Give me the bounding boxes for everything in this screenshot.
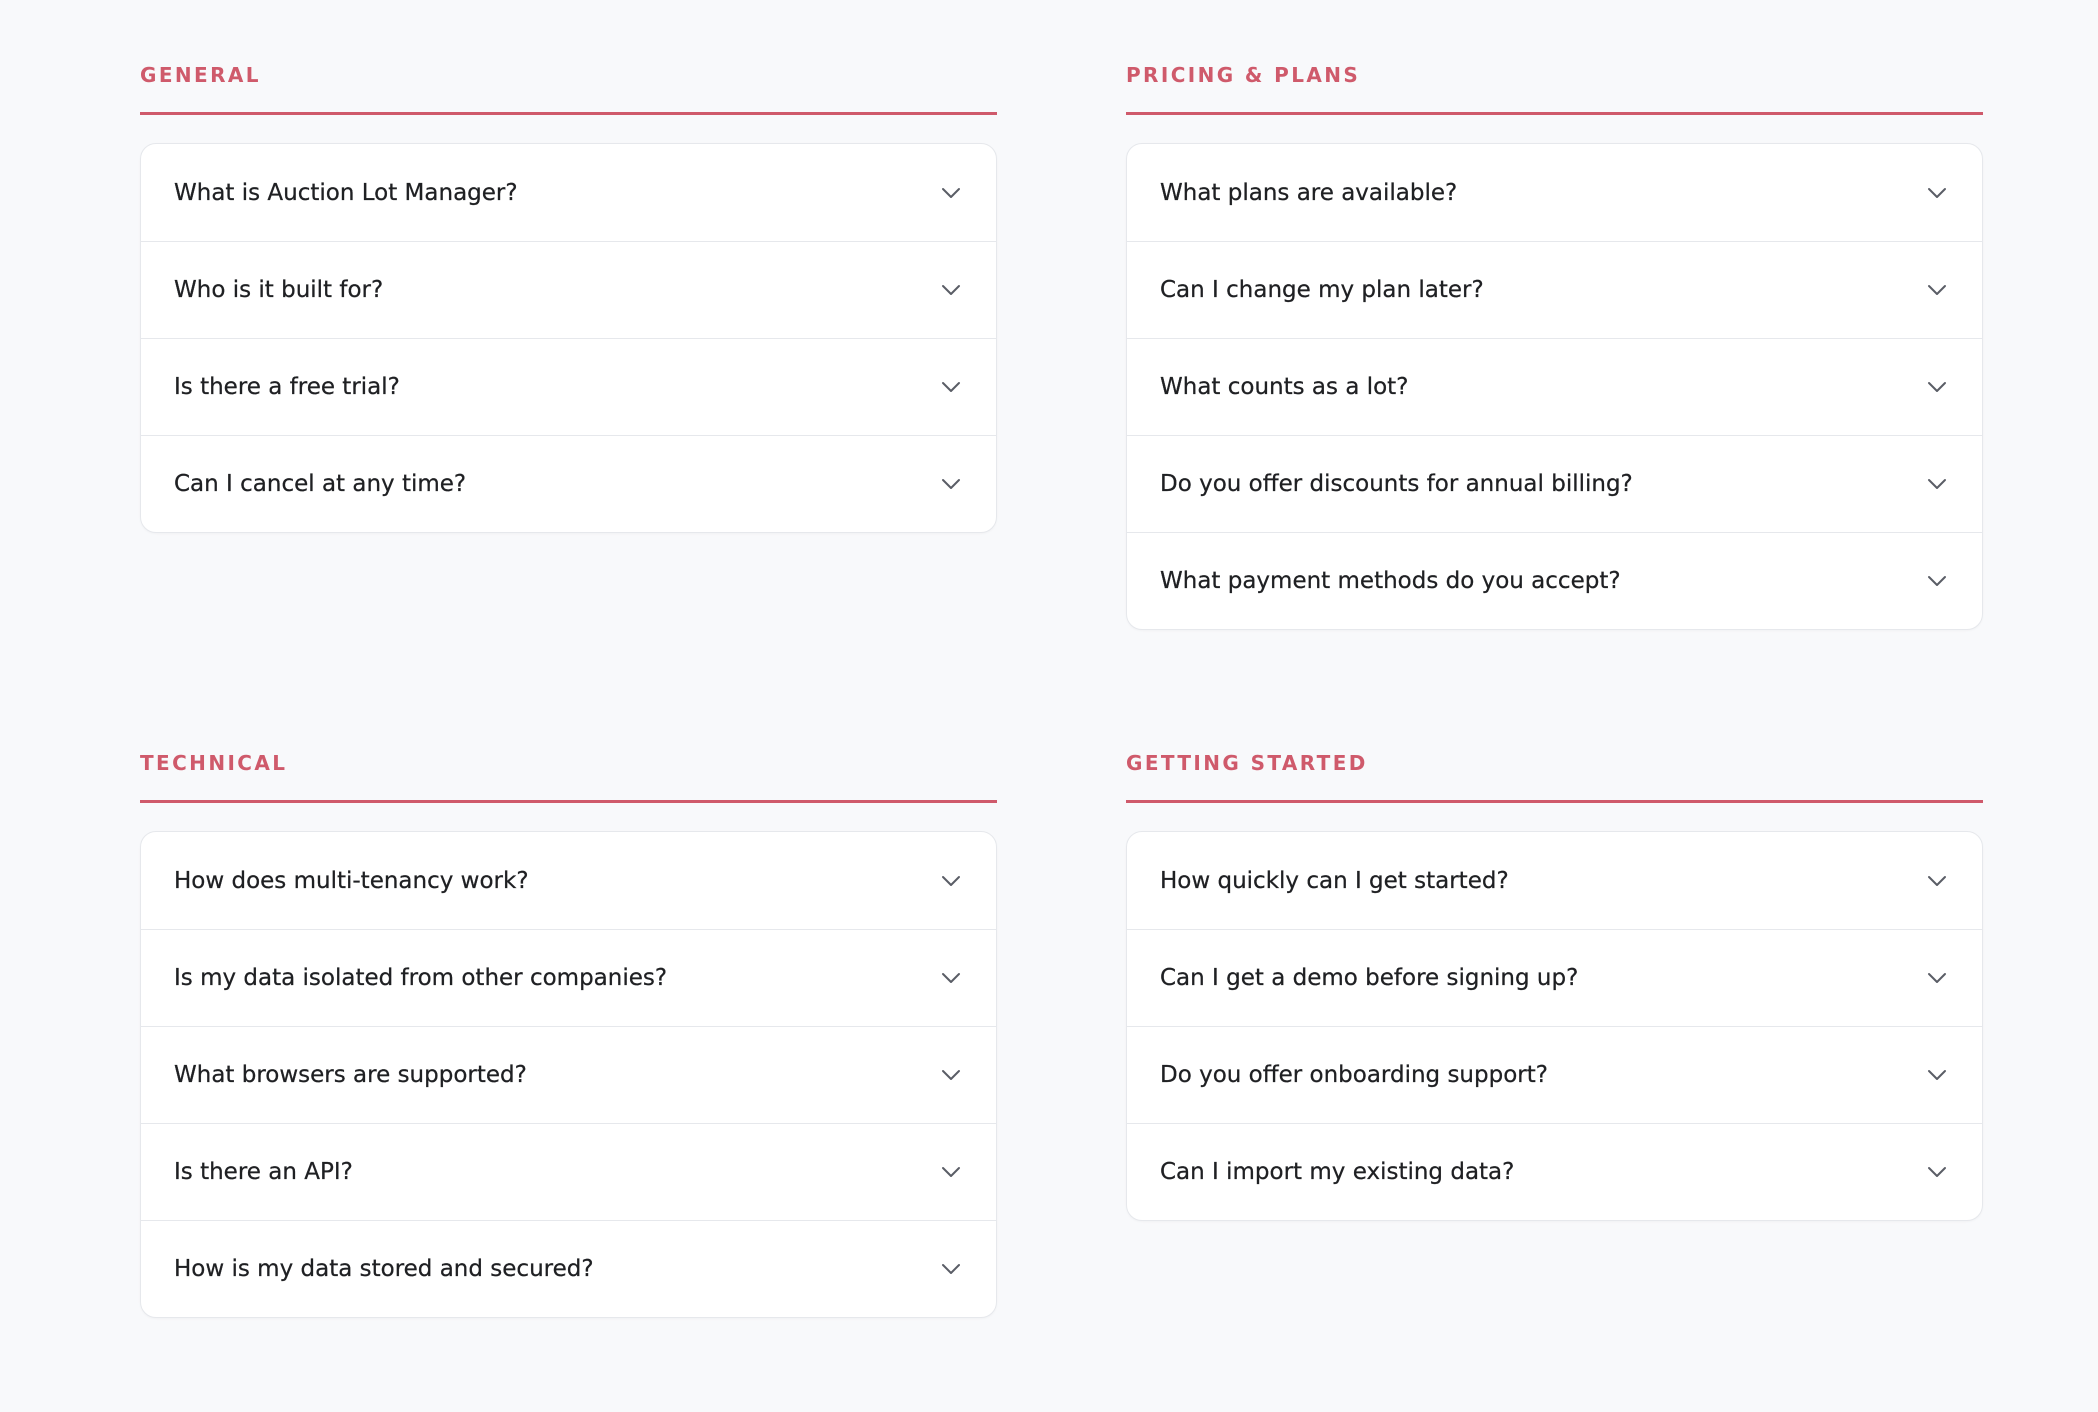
- faq-list: [1126, 143, 1983, 630]
- faq-question: What payment methods do you accept?: [1160, 568, 1621, 594]
- section-header: [1126, 55, 1983, 115]
- chevron-down-icon[interactable]: [940, 870, 962, 892]
- faq-item-data-isolated[interactable]: [141, 929, 996, 1026]
- faq-question: Do you offer onboarding support?: [1160, 1062, 1548, 1088]
- faq-section-pricing-plans: [1126, 55, 1983, 630]
- chevron-down-icon[interactable]: [1926, 967, 1948, 989]
- faq-question: How quickly can I get started?: [1160, 867, 1509, 894]
- faq-question: What browsers are supported?: [174, 1062, 527, 1088]
- faq-list: [140, 143, 997, 533]
- chevron-down-icon[interactable]: [940, 1064, 962, 1086]
- faq-question: Is there a free trial?: [174, 374, 400, 400]
- faq-question: Can I change my plan later?: [1160, 277, 1484, 303]
- chevron-down-icon[interactable]: [1926, 182, 1948, 204]
- faq-item-who-is-it-built-for[interactable]: [141, 241, 996, 338]
- faq-question: Is my data isolated from other companies?: [174, 965, 668, 991]
- section-header: [140, 55, 997, 115]
- faq-question: How does multi-tenancy work?: [174, 867, 529, 894]
- chevron-down-icon[interactable]: [1926, 870, 1948, 892]
- section-header: [140, 743, 997, 803]
- chevron-down-icon[interactable]: [940, 967, 962, 989]
- faq-item-browsers-supported[interactable]: [141, 1026, 996, 1123]
- section-header: [1126, 743, 1983, 803]
- faq-item-api[interactable]: [141, 1123, 996, 1220]
- faq-section-getting-started: [1126, 743, 1983, 1221]
- faq-item-data-stored-secured[interactable]: [141, 1220, 996, 1317]
- faq-item-payment-methods[interactable]: [1127, 532, 1982, 629]
- faq-list: [140, 831, 997, 1318]
- chevron-down-icon[interactable]: [1926, 1161, 1948, 1183]
- faq-section-technical: [140, 743, 997, 1318]
- faq-item-annual-billing-discounts[interactable]: [1127, 435, 1982, 532]
- faq-question: How is my data stored and secured?: [174, 1256, 594, 1282]
- faq-question: Can I get a demo before signing up?: [1160, 965, 1579, 991]
- faq-item-onboarding-support[interactable]: [1127, 1026, 1982, 1123]
- chevron-down-icon[interactable]: [940, 473, 962, 495]
- faq-item-demo-before-signup[interactable]: [1127, 929, 1982, 1026]
- section-title: PRICING & PLANS: [1126, 63, 1361, 87]
- faq-item-cancel-any-time[interactable]: [141, 435, 996, 532]
- faq-question: Can I cancel at any time?: [174, 471, 467, 497]
- section-title: GENERAL: [140, 63, 261, 87]
- chevron-down-icon[interactable]: [940, 1258, 962, 1280]
- faq-section-general: [140, 55, 997, 533]
- faq-question: What is Auction Lot Manager?: [174, 179, 518, 206]
- faq-question: Do you offer discounts for annual billing?: [1160, 471, 1633, 497]
- faq-question: Is there an API?: [174, 1159, 353, 1185]
- chevron-down-icon[interactable]: [940, 279, 962, 301]
- section-title: TECHNICAL: [140, 751, 288, 775]
- section-title: GETTING STARTED: [1126, 751, 1368, 775]
- chevron-down-icon[interactable]: [1926, 279, 1948, 301]
- chevron-down-icon[interactable]: [1926, 1064, 1948, 1086]
- faq-item-import-existing-data[interactable]: [1127, 1123, 1982, 1220]
- faq-item-free-trial[interactable]: [141, 338, 996, 435]
- faq-item-multi-tenancy[interactable]: [141, 832, 996, 929]
- faq-item-get-started-quickly[interactable]: [1127, 832, 1982, 929]
- chevron-down-icon[interactable]: [940, 376, 962, 398]
- chevron-down-icon[interactable]: [1926, 473, 1948, 495]
- faq-item-what-is-auction-lot-manager[interactable]: [141, 144, 996, 241]
- faq-question: Who is it built for?: [174, 277, 384, 303]
- faq-item-plans-available[interactable]: [1127, 144, 1982, 241]
- faq-item-change-plan-later[interactable]: [1127, 241, 1982, 338]
- faq-item-what-counts-as-lot[interactable]: [1127, 338, 1982, 435]
- faq-question: Can I import my existing data?: [1160, 1159, 1515, 1185]
- chevron-down-icon[interactable]: [1926, 376, 1948, 398]
- faq-question: What plans are available?: [1160, 179, 1458, 206]
- faq-list: [1126, 831, 1983, 1221]
- chevron-down-icon[interactable]: [940, 182, 962, 204]
- faq-question: What counts as a lot?: [1160, 374, 1409, 400]
- chevron-down-icon[interactable]: [940, 1161, 962, 1183]
- chevron-down-icon[interactable]: [1926, 570, 1948, 592]
